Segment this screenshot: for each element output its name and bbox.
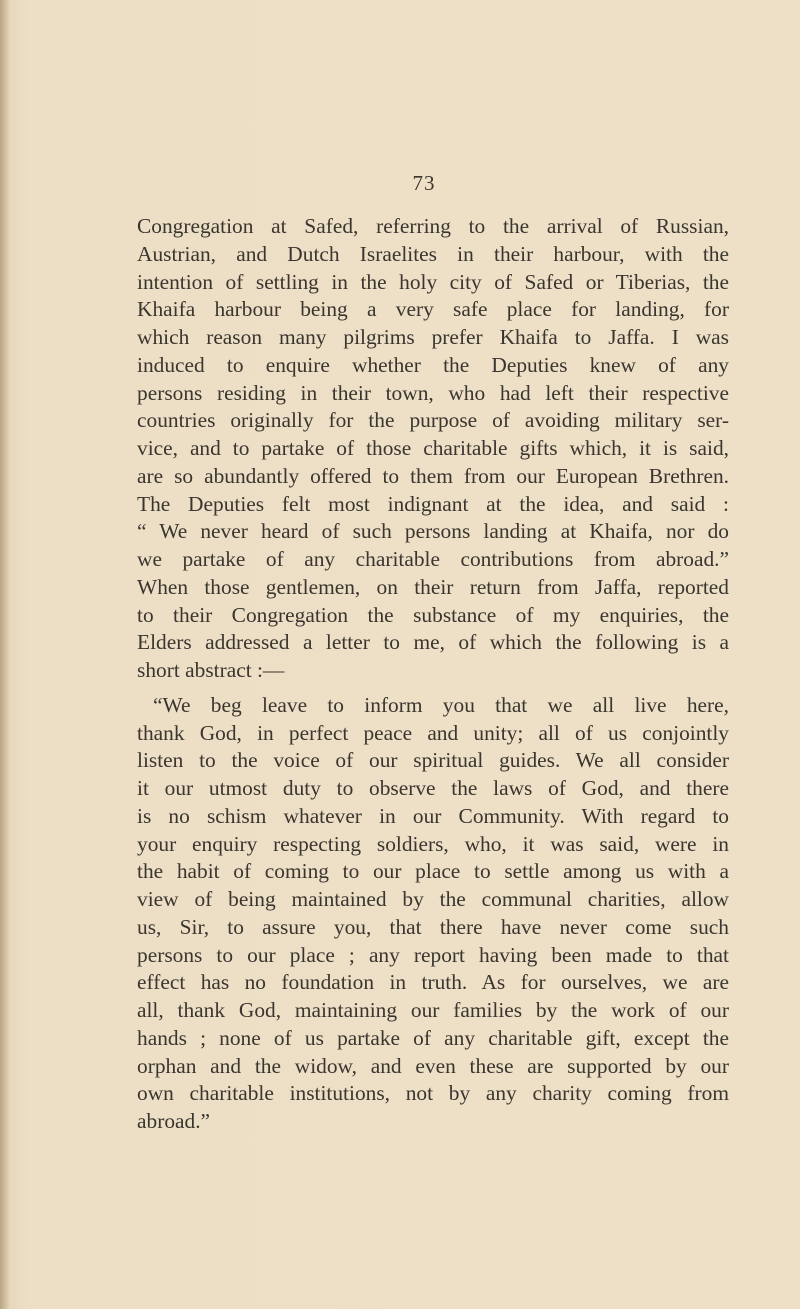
text-line: persons residing in their town, who had left their respective xyxy=(137,380,729,405)
paragraph-gap xyxy=(137,685,729,692)
text-line: Elders addressed a letter to me, of which the following is a xyxy=(137,630,729,655)
text-line: induced to enquire whether the Deputies knew of any xyxy=(137,352,729,377)
text-line: to their Congregation the substance of my enquiries, the xyxy=(137,602,729,627)
text-line: which reason many pilgrims prefer Khaifa to Jaffa. I was xyxy=(137,325,729,349)
text-line: view of being maintained by the communal charities, allow xyxy=(137,887,729,911)
text-line: is no schism whatever in our Community. With regard to xyxy=(137,803,729,828)
text-line: When those gentlemen, on their return from Jaffa, reported xyxy=(137,574,729,599)
text-line: abroad.” xyxy=(137,1109,211,1133)
text-line: listen to the voice of our spiritual guides. We all consider xyxy=(137,748,729,773)
text-line: “ We never heard of such persons landing at Khaifa, nor do xyxy=(137,519,729,544)
page-spine-shadow xyxy=(0,0,10,1309)
text-line: us, Sir, to assure you, that there have never come such xyxy=(137,914,729,939)
paragraph xyxy=(137,692,729,1136)
text-line: own charitable institutions, not by any charity coming from xyxy=(137,1081,729,1106)
body-text xyxy=(137,213,729,1136)
paragraph xyxy=(137,213,729,685)
text-line: The Deputies felt most indignant at the idea, and said : xyxy=(137,491,729,516)
text-line: orphan and the widow, and even these are supported by our xyxy=(137,1053,729,1078)
text-line: hands ; none of us partake of any charitable gift, except the xyxy=(137,1025,729,1050)
text-line: your enquiry respecting soldiers, who, it was said, were in xyxy=(137,831,729,856)
text-line: effect has no foundation in truth. As for ourselves, we are xyxy=(137,970,729,995)
text-line: Austrian, and Dutch Israelites in their harbour, with the xyxy=(137,241,729,266)
text-line: thank God, in perfect peace and unity; all of us conjointly xyxy=(137,720,729,745)
text-line: Congregation at Safed, referring to the arrival of Russian, xyxy=(137,214,729,238)
text-line: all, thank God, maintaining our families by the work of our xyxy=(137,998,729,1022)
text-line: intention of settling in the holy city of Safed or Tiberias, the xyxy=(137,269,729,294)
text-line: it our utmost duty to observe the laws of God, and there xyxy=(137,776,729,800)
text-line: are so abundantly offered to them from our European Brethren. xyxy=(137,463,729,488)
text-line: we partake of any charitable contributions from abroad.” xyxy=(137,547,729,571)
text-line: the habit of coming to our place to settle among us with a xyxy=(137,859,729,884)
text-line: vice, and to partake of those charitable gifts which, it is said, xyxy=(137,436,729,460)
text-line: short abstract :— xyxy=(137,658,285,682)
page-number: 73 xyxy=(412,171,436,195)
text-line: Khaifa harbour being a very safe place for landing, for xyxy=(137,297,729,322)
text-line: countries originally for the purpose of avoiding military ser- xyxy=(137,408,729,433)
text-line: persons to our place ; any report having been made to that xyxy=(137,942,729,967)
text-line: “We beg leave to inform you that we all live here, xyxy=(153,692,729,717)
